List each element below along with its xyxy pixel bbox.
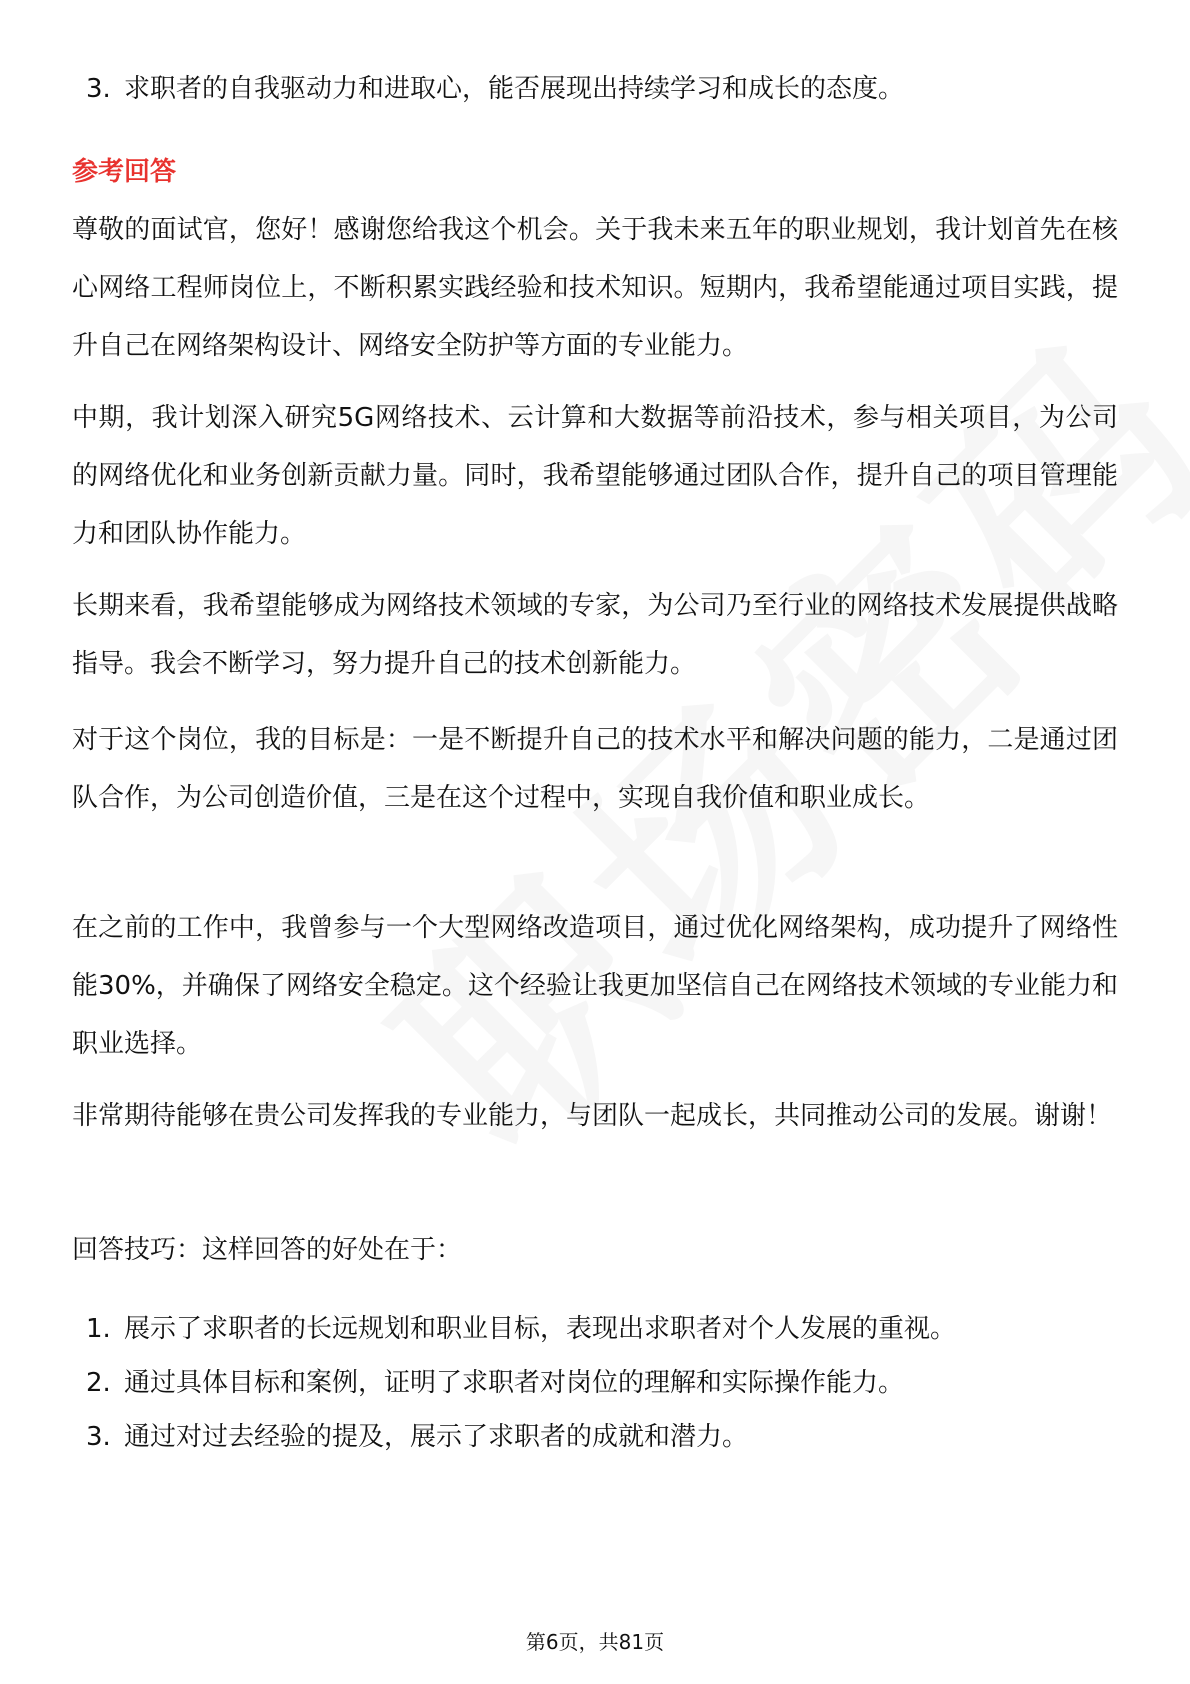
list-item-text: 展示了求职者的长远规划和职业目标，表现出求职者对个人发展的重视。	[124, 1314, 957, 1344]
list-item-text: 通过对过去经验的提及，展示了求职者的成就和潜力。	[124, 1422, 749, 1452]
list-item	[86, 1363, 904, 1403]
list-item	[86, 1417, 748, 1457]
list-item-text: 求职者的自我驱动力和进取心，能否展现出持续学习和成长的态度。	[124, 74, 905, 104]
paragraph-midterm: 中期，我计划深入研究5G网络技术、云计算和大数据等前沿技术，参与相关项目，为公司的网络优化和业务创新贡献力量。同时，我希望能够通过团队合作，提升自己的项目管理能力和团队协作能力。	[72, 403, 1118, 549]
paragraph-experience: 在之前的工作中，我曾参与一个大型网络改造项目，通过优化网络架构，成功提升了网络性能30%，并确保了网络安全稳定。这个经验让我更加坚信自己在网络技术领域的专业能力和职业选择。	[72, 913, 1118, 1059]
list-item	[86, 1309, 956, 1349]
paragraph-tips-heading: 回答技巧：这样回答的好处在于：	[72, 1235, 463, 1265]
list-item	[86, 69, 904, 109]
paragraph-goals: 对于这个岗位，我的目标是：一是不断提升自己的技术水平和解决问题的能力，二是通过团队合作，为公司创造价值，三是在这个过程中，实现自我价值和职业成长。	[72, 725, 1118, 813]
paragraph-closing: 非常期待能够在贵公司发挥我的专业能力，与团队一起成长，共同推动公司的发展。谢谢！	[72, 1101, 1113, 1131]
paragraph-intro: 尊敬的面试官，您好！感谢您给我这个机会。关于我未来五年的职业规划，我计划首先在核心网络工程师岗位上，不断积累实践经验和技术知识。短期内，我希望能通过项目实践，提升自己在网络架构设计、网络安全防护等方面的专业能力。	[72, 215, 1118, 361]
list-item-number: 3.	[86, 1422, 111, 1452]
list-item-text: 通过具体目标和案例，证明了求职者对岗位的理解和实际操作能力。	[124, 1368, 905, 1398]
list-item-number: 1.	[86, 1314, 111, 1344]
section-title: 参考回答	[72, 157, 177, 187]
page-footer: 第6页，共81页	[525, 1630, 665, 1654]
document-page	[72, 0, 1118, 1684]
paragraph-longterm: 长期来看，我希望能够成为网络技术领域的专家，为公司乃至行业的网络技术发展提供战略指导。我会不断学习，努力提升自己的技术创新能力。	[72, 591, 1118, 679]
list-item-number: 3.	[86, 74, 111, 104]
list-item-number: 2.	[86, 1368, 111, 1398]
